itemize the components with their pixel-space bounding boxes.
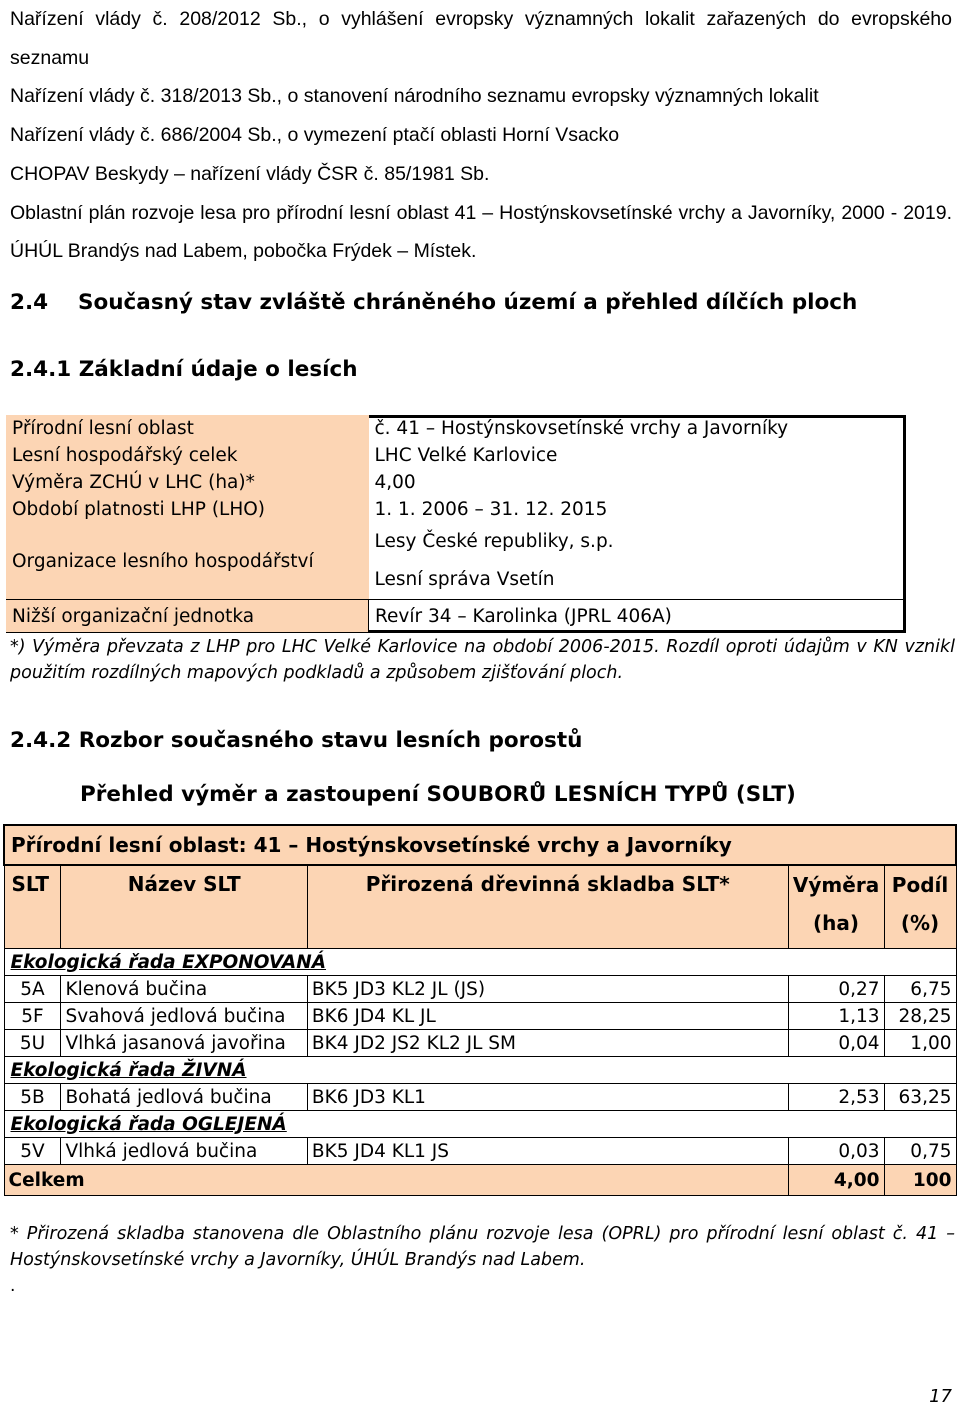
stray-dot: . [10,1276,16,1296]
cell-name: Vlhká jasanová javořina [61,1030,307,1057]
reference-item: Nařízení vlády č. 318/2013 Sb., o stanovení národního seznamu evropsky významných lokalit [10,85,819,108]
cell-code: 5F [4,1003,61,1030]
header-area-unit: (ha) [813,911,860,935]
info-value: č. 41 – Hostýnskovsetínské vrchy a Javorníky [374,418,789,439]
table-row [4,1003,956,1030]
info-value [369,523,907,600]
cell-code: 5A [4,976,61,1003]
page-number: 17 [929,1386,952,1407]
footnote-line: Hostýnskovsetínské vrchy a Javorníky, ÚHÚL Brandýs nad Labem. [10,1250,586,1270]
cell-area: 1,13 [788,1003,884,1030]
composition-footnote [10,1221,955,1273]
cell-code: 5B [4,1084,61,1111]
info-label: Nižší organizační jednotka [6,600,369,633]
info-value: 1. 1. 2006 – 31. 12. 2015 [374,499,608,520]
table-row [4,1030,956,1057]
cell-composition: BK5 JD3 KL2 JL (JS) [307,976,788,1003]
header-area [788,865,884,949]
area-footnote: *) Výměra převzata z LHP pro LHC Velké Karlovice na období 2006-2015. Rozdíl oproti údajům v KN vznikl použitím rozdílných mapových podkladů a způsobem zjišťování ploch. [10,637,955,683]
header-share-line: Podíl [891,873,949,897]
cell-name: Svahová jedlová bučina [61,1003,307,1030]
group-title: Ekologická řada EXPONOVANÁ [4,949,956,976]
cell-composition: BK4 JD2 JS2 KL2 JL SM [307,1030,788,1057]
header-share-unit: (%) [900,911,940,935]
info-label: Výměra ZCHÚ v LHC (ha)* [6,469,369,496]
header-share [884,865,956,949]
table-row [4,976,956,1003]
group-title: Ekologická řada OGLEJENÁ [4,1111,956,1138]
reference-item: Nařízení vlády č. 686/2004 Sb., o vymezení ptačí oblasti Horní Vsacko [10,124,620,147]
cell-share: 28,25 [884,1003,956,1030]
info-row [6,415,906,442]
section-title: Současný stav zvláště chráněného území a přehled dílčích ploch [78,290,858,315]
region-cell: Přírodní lesní oblast: 41 – Hostýnskovsetínské vrchy a Javorníky [4,825,956,865]
slt-table [3,824,957,1196]
total-area: 4,00 [788,1165,884,1196]
cell-name: Klenová bučina [61,976,307,1003]
info-value: 4,00 [374,472,416,493]
table-header-row [4,865,956,949]
table-row [4,1138,956,1165]
cell-code: 5V [4,1138,61,1165]
cell-code: 5U [4,1030,61,1057]
cell-area: 0,03 [788,1138,884,1165]
group-title: Ekologická řada ŽIVNÁ [4,1057,956,1084]
cell-share: 1,00 [884,1030,956,1057]
cell-composition: BK6 JD4 KL JL [307,1003,788,1030]
cell-area: 2,53 [788,1084,884,1111]
cell-share: 63,25 [884,1084,956,1111]
footnote-line: * Přirozená skladba stanovena dle Oblastního plánu rozvoje lesa (OPRL) pro přírodní lesní oblast č. 41 – [10,1224,955,1244]
group-row [4,1057,956,1084]
info-row-organization [6,523,906,600]
total-label: Celkem [4,1165,788,1196]
info-value-line: Lesy České republiky, s.p. [374,531,614,552]
section-number: 2.4 [10,290,49,315]
cell-name: Bohatá jedlová bučina [61,1084,307,1111]
reference-list [10,0,952,271]
info-label: Období platnosti LHP (LHO) [6,496,369,523]
header-composition: Přirozená dřevinná skladba SLT* [307,865,788,949]
cell-share: 0,75 [884,1138,956,1165]
total-share: 100 [884,1165,956,1196]
info-label: Organizace lesního hospodářství [6,523,369,600]
total-row [4,1165,956,1196]
info-value-line: Lesní správa Vsetín [374,569,555,590]
subsection-heading-stand-analysis: 2.4.2 Rozbor současného stavu lesních porostů [10,728,583,753]
cell-share: 6,75 [884,976,956,1003]
info-row [6,469,906,496]
subsection-heading-forest-data: 2.4.1 Základní údaje o lesích [10,357,358,382]
info-label: Přírodní lesní oblast [6,415,369,442]
group-row [4,1111,956,1138]
header-area-line: Výměra [792,873,880,897]
group-row [4,949,956,976]
reference-item: CHOPAV Beskydy – nařízení vlády ČSR č. 85/1981 Sb. [10,162,490,185]
table-region-row [4,825,956,865]
info-label: Lesní hospodářský celek [6,442,369,469]
info-value: Revír 34 – Karolinka (JPRL 406A) [369,600,907,633]
header-name: Název SLT [61,865,307,949]
header-slt: SLT [4,865,61,949]
cell-composition: BK6 JD3 KL1 [307,1084,788,1111]
cell-name: Vlhká jedlová bučina [61,1138,307,1165]
table-title: Přehled výměr a zastoupení SOUBORŮ LESNÍCH TYPŮ (SLT) [80,782,796,807]
forest-info-table [6,415,906,632]
info-value: LHC Velké Karlovice [374,445,558,466]
info-row [6,496,906,523]
reference-item: Nařízení vlády č. 208/2012 Sb., o vyhlášení evropsky významných lokalit zařazených do evropského seznamu [10,8,952,69]
info-row [6,442,906,469]
table-row [4,1084,956,1111]
cell-area: 0,04 [788,1030,884,1057]
cell-composition: BK5 JD4 KL1 JS [307,1138,788,1165]
cell-area: 0,27 [788,976,884,1003]
section-heading [10,290,857,315]
reference-item: Oblastní plán rozvoje lesa pro přírodní lesní oblast 41 – Hostýnskovsetínské vrchy a Javorníky, 2000 - 2019. ÚHÚL Brandýs nad Labem, pobočka Frýdek – Místek. [10,201,952,263]
info-row-unit [6,600,906,633]
